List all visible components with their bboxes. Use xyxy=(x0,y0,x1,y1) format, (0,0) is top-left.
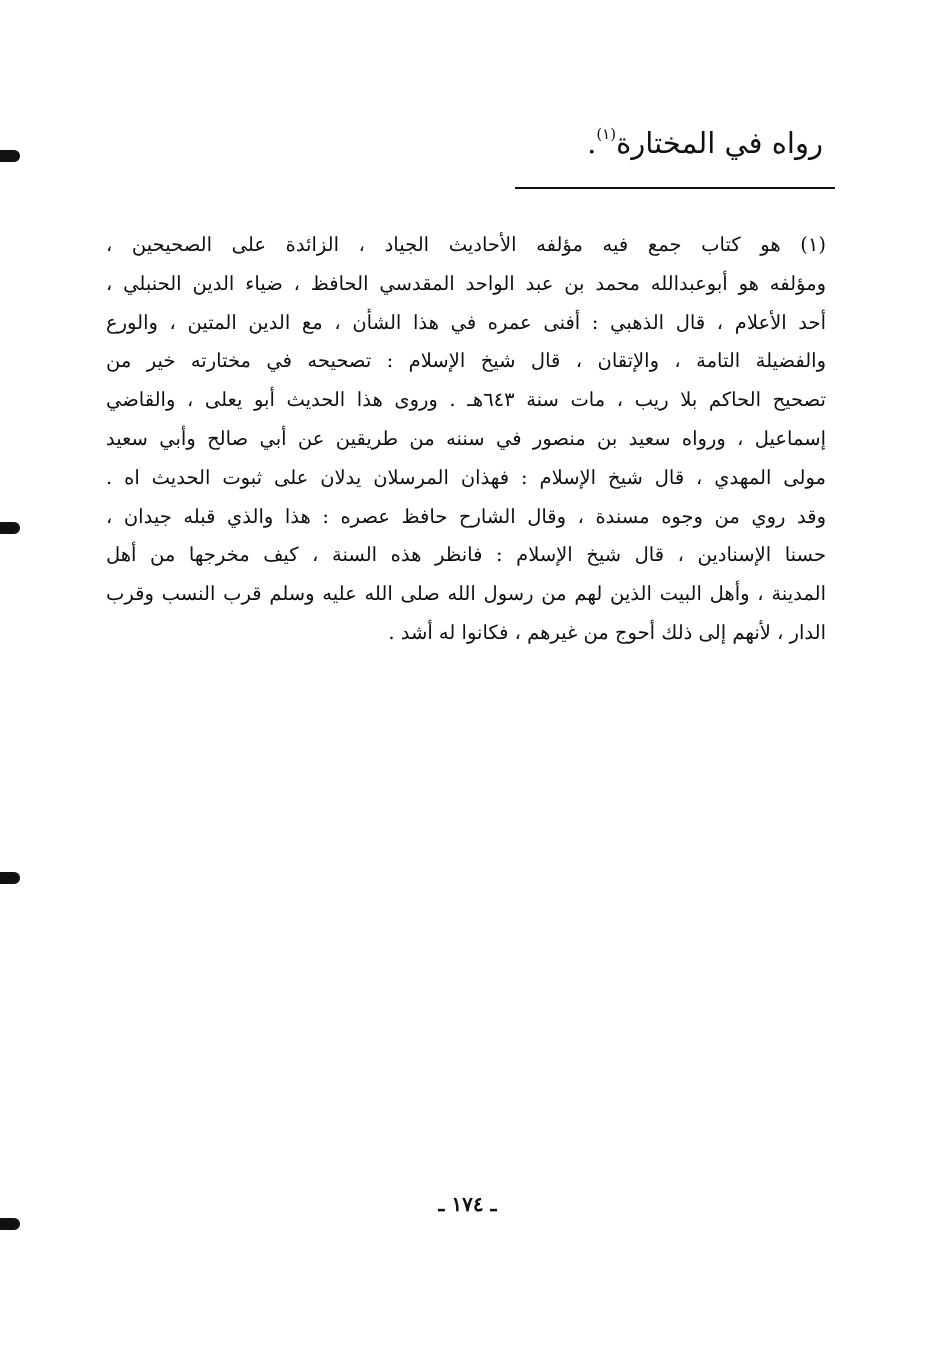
main-text-line xyxy=(323,112,823,165)
footnote-line: تصحيح الحاكم بلا ريب ، مات سنة ٦٤٣هـ . وروى هذا الحديث أبو يعلى ، والقاضي xyxy=(106,388,826,412)
footnote-line: والفضيلة التامة ، والإتقان ، قال شيخ الإسلام : تصحيحه في مختارته خير من xyxy=(106,349,826,373)
main-text: رواه في المختارة xyxy=(616,126,823,160)
footnote-block xyxy=(106,226,826,653)
footnote-line: حسنا الإسنادين ، قال شيخ الإسلام : فانظر هذه السنة ، كيف مخرجها من أهل xyxy=(106,543,826,567)
footnote-line: (١) هو كتاب جمع فيه مؤلفه الأحاديث الجياد ، الزائدة على الصحيحين ، xyxy=(106,233,826,256)
footnote-separator-rule xyxy=(515,187,835,189)
footnote-line: إسماعيل ، ورواه سعيد بن منصور في سننه من طريقين عن أبي صالح وأبي سعيد xyxy=(106,426,826,450)
footnote-line: ومؤلفه هو أبوعبدالله محمد بن عبد الواحد المقدسي الحافظ ، ضياء الدين الحنبلي ، xyxy=(106,271,826,295)
footnote-reference: (١) xyxy=(596,125,617,143)
binding-hole-mark xyxy=(0,150,20,162)
binding-hole-mark xyxy=(0,1218,20,1230)
footnote-line: أحد الأعلام ، قال الذهبي : أفنى عمره في هذا الشأن ، مع الدين المتين ، والورع xyxy=(106,310,826,334)
binding-hole-mark xyxy=(0,872,20,884)
footnote-line: وقد روي من وجوه مسندة ، وقال الشارح حافظ عصره : هذا والذي قبله جيدان ، xyxy=(106,504,826,528)
footnote-line: الدار ، لأنهم إلى ذلك أحوج من غيرهم ، فكانوا له أشد . xyxy=(388,620,826,644)
footnote-line: مولى المهدي ، قال شيخ الإسلام : فهذان المرسلان يدلان على ثبوت الحديث اه . xyxy=(106,465,826,489)
binding-hole-mark xyxy=(0,522,20,534)
page-number: ـ ١٧٤ ـ xyxy=(438,1192,497,1216)
main-text-end-mark: . xyxy=(587,126,597,160)
footnote-line: المدينة ، وأهل البيت الذين لهم من رسول الله صلى الله عليه وسلم قرب النسب وقرب xyxy=(106,582,826,606)
